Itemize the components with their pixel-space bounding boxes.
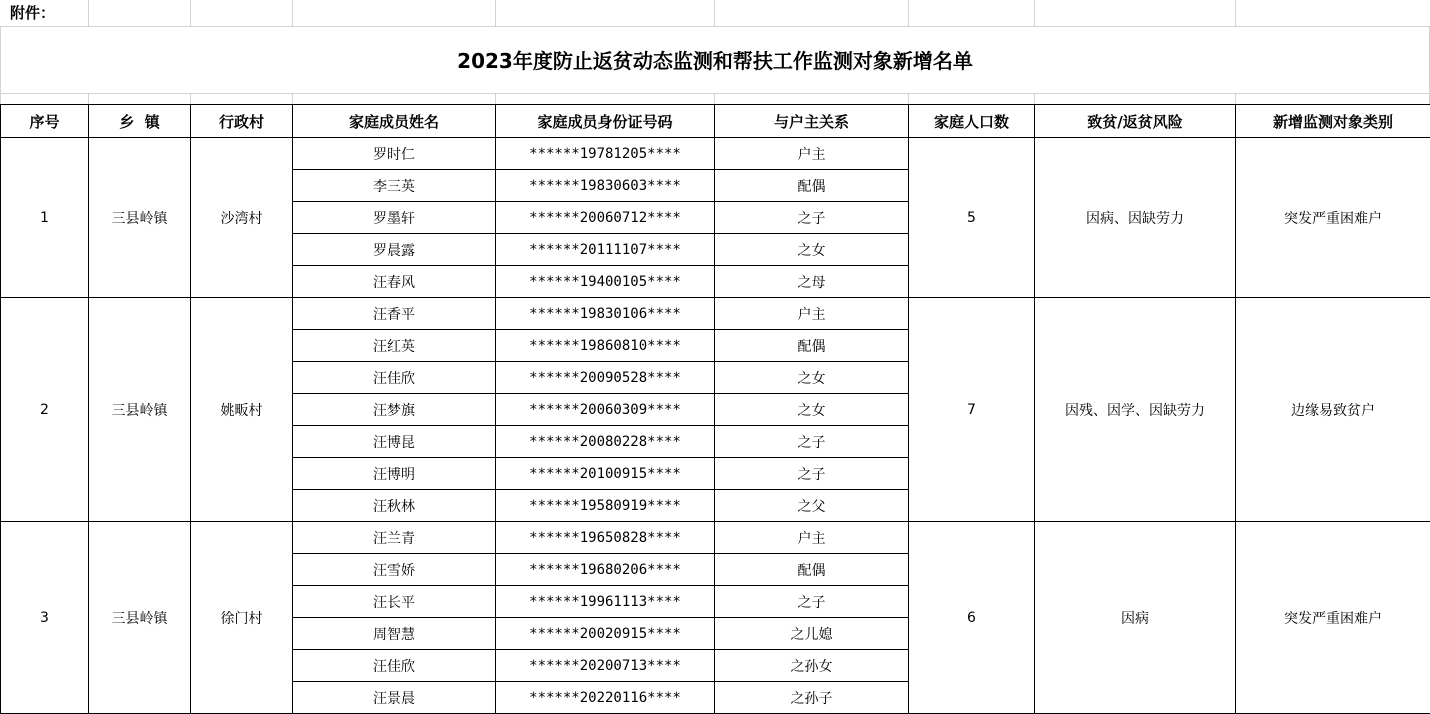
member-name-cell: 汪雪娇 — [293, 554, 496, 586]
relation-cell: 之女 — [715, 394, 909, 426]
header-member-name: 家庭成员姓名 — [293, 105, 496, 138]
village-cell: 徐门村 — [191, 522, 293, 714]
relation-cell: 配偶 — [715, 554, 909, 586]
member-name-cell: 罗时仁 — [293, 138, 496, 170]
relation-cell: 之子 — [715, 426, 909, 458]
id-number-cell: ******20100915**** — [496, 458, 715, 490]
id-number-cell: ******20060712**** — [496, 202, 715, 234]
id-number-cell: ******19830603**** — [496, 170, 715, 202]
category-cell: 突发严重困难户 — [1236, 522, 1430, 714]
member-name-cell: 汪香平 — [293, 298, 496, 330]
relation-cell: 之女 — [715, 234, 909, 266]
town-cell: 三县岭镇 — [89, 522, 191, 714]
relation-cell: 配偶 — [715, 330, 909, 362]
id-number-cell: ******20200713**** — [496, 650, 715, 682]
table-row — [1, 298, 1430, 330]
member-name-cell: 汪梦旗 — [293, 394, 496, 426]
category-cell: 边缘易致贫户 — [1236, 298, 1430, 522]
member-name-cell: 李三英 — [293, 170, 496, 202]
id-number-cell: ******20111107**** — [496, 234, 715, 266]
id-number-cell: ******19650828**** — [496, 522, 715, 554]
village-cell: 沙湾村 — [191, 138, 293, 298]
household-size-cell: 5 — [909, 138, 1035, 298]
header-category: 新增监测对象类别 — [1236, 105, 1430, 138]
table-row — [1, 138, 1430, 170]
member-name-cell: 汪秋林 — [293, 490, 496, 522]
id-number-cell: ******20080228**** — [496, 426, 715, 458]
member-name-cell: 汪红英 — [293, 330, 496, 362]
header-id-number: 家庭成员身份证号码 — [496, 105, 715, 138]
relation-cell: 之孙子 — [715, 682, 909, 714]
relation-cell: 之父 — [715, 490, 909, 522]
id-number-cell: ******20020915**** — [496, 618, 715, 650]
relation-cell: 之儿媳 — [715, 618, 909, 650]
id-number-cell: ******20220116**** — [496, 682, 715, 714]
header-relation: 与户主关系 — [715, 105, 909, 138]
page-title: 2023年度防止返贫动态监测和帮扶工作监测对象新增名单 — [457, 49, 973, 73]
id-number-cell: ******20090528**** — [496, 362, 715, 394]
household-size-cell: 6 — [909, 522, 1035, 714]
member-name-cell: 罗晨露 — [293, 234, 496, 266]
member-name-cell: 罗墨轩 — [293, 202, 496, 234]
id-number-cell: ******19781205**** — [496, 138, 715, 170]
member-name-cell: 汪兰青 — [293, 522, 496, 554]
relation-cell: 之女 — [715, 362, 909, 394]
id-number-cell: ******19860810**** — [496, 330, 715, 362]
monitoring-table — [0, 104, 1430, 714]
relation-cell: 户主 — [715, 522, 909, 554]
header-risk: 致贫/返贫风险 — [1035, 105, 1236, 138]
id-number-cell: ******20060309**** — [496, 394, 715, 426]
header-no: 序号 — [1, 105, 89, 138]
member-name-cell: 汪博昆 — [293, 426, 496, 458]
member-name-cell: 汪博明 — [293, 458, 496, 490]
relation-cell: 之子 — [715, 586, 909, 618]
member-name-cell: 汪佳欣 — [293, 362, 496, 394]
member-name-cell: 汪长平 — [293, 586, 496, 618]
id-number-cell: ******19680206**** — [496, 554, 715, 586]
member-name-cell: 周智慧 — [293, 618, 496, 650]
attachment-label: 附件： — [10, 4, 56, 22]
household-no-cell: 2 — [1, 298, 89, 522]
id-number-cell: ******19400105**** — [496, 266, 715, 298]
risk-cell: 因病、因缺劳力 — [1035, 138, 1236, 298]
relation-cell: 之子 — [715, 458, 909, 490]
id-number-cell: ******19830106**** — [496, 298, 715, 330]
town-cell: 三县岭镇 — [89, 298, 191, 522]
relation-cell: 之孙女 — [715, 650, 909, 682]
member-name-cell: 汪春风 — [293, 266, 496, 298]
village-cell: 姚畈村 — [191, 298, 293, 522]
relation-cell: 户主 — [715, 138, 909, 170]
household-no-cell: 1 — [1, 138, 89, 298]
household-no-cell: 3 — [1, 522, 89, 714]
header-village: 行政村 — [191, 105, 293, 138]
risk-cell: 因残、因学、因缺劳力 — [1035, 298, 1236, 522]
header-town: 乡 镇 — [89, 105, 191, 138]
relation-cell: 之母 — [715, 266, 909, 298]
household-size-cell: 7 — [909, 298, 1035, 522]
town-cell: 三县岭镇 — [89, 138, 191, 298]
header-household-size: 家庭人口数 — [909, 105, 1035, 138]
id-number-cell: ******19580919**** — [496, 490, 715, 522]
member-name-cell: 汪景晨 — [293, 682, 496, 714]
table-row — [1, 522, 1430, 554]
relation-cell: 配偶 — [715, 170, 909, 202]
relation-cell: 之子 — [715, 202, 909, 234]
id-number-cell: ******19961113**** — [496, 586, 715, 618]
risk-cell: 因病 — [1035, 522, 1236, 714]
member-name-cell: 汪佳欣 — [293, 650, 496, 682]
category-cell: 突发严重困难户 — [1236, 138, 1430, 298]
relation-cell: 户主 — [715, 298, 909, 330]
table-header-row — [1, 105, 1430, 138]
